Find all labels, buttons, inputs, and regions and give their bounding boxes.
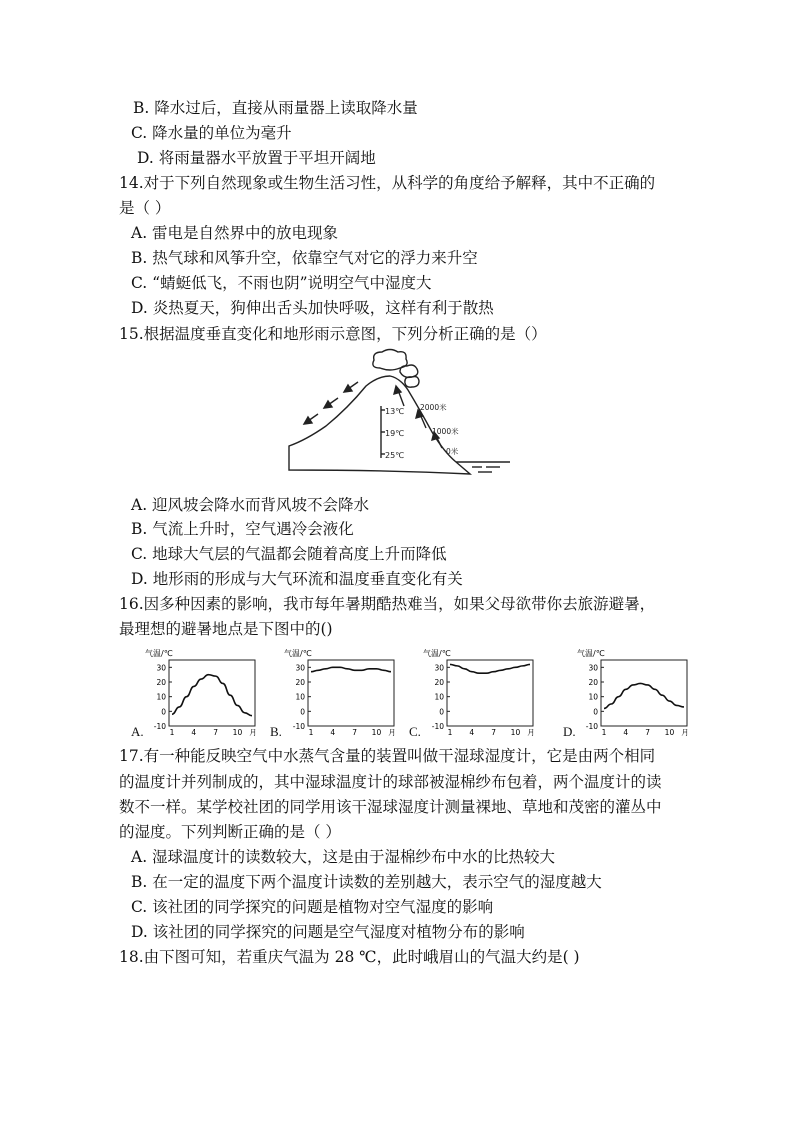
y-tick-label: -10 (153, 722, 166, 731)
chart-frame (169, 660, 255, 726)
temperature-chart (575, 646, 693, 740)
q14-option-b: B. 热气球和风筝升空，依靠空气对它的浮力来升空 (131, 249, 478, 267)
temperature-curve (450, 664, 530, 673)
x-axis-unit: 月 (388, 728, 396, 737)
q16-stem-line-2: 最理想的避暑地点是下图中的() (119, 620, 333, 638)
x-tick-label: 4 (191, 728, 197, 737)
x-tick-label: 10 (371, 728, 382, 737)
y-tick-label: 10 (588, 692, 598, 702)
y-tick-label: 30 (434, 663, 444, 673)
x-tick-label: 1 (308, 728, 314, 737)
y-tick-label: 0 (439, 707, 444, 717)
chart-option-label: A. (131, 724, 144, 739)
y-tick-label: 20 (156, 678, 166, 687)
temperature-curve (311, 667, 391, 671)
q13-option-b: B. 降水过后，直接从雨量器上读取降水量 (133, 99, 418, 117)
chart-option-label: C. (409, 724, 421, 739)
q17-stem-line-2: 的温度计并列制成的，其中湿球温度计的球部被湿棉纱布包着，两个温度计的读 (119, 773, 662, 791)
q13-option-c: C. 降水量的单位为毫升 (131, 124, 292, 142)
y-tick-label: 30 (588, 663, 598, 673)
x-tick-label: 1 (169, 728, 175, 737)
height-label-0: 0米 (446, 447, 459, 456)
y-tick-label: 0 (161, 707, 166, 717)
q13-option-d: D. 将雨量器水平放置于平坦开阔地 (137, 149, 376, 167)
x-tick-label: 1 (447, 728, 453, 737)
y-tick-label: 30 (156, 663, 166, 673)
y-tick-label: 0 (300, 707, 305, 717)
x-tick-label: 10 (664, 728, 675, 737)
x-tick-label: 4 (469, 728, 475, 737)
y-tick-label: 30 (295, 663, 305, 673)
y-tick-label: 10 (156, 692, 166, 702)
chart-option-label: D. (563, 724, 576, 739)
orographic-rain-diagram (286, 348, 511, 480)
temperature-curve (604, 683, 684, 708)
q17-stem-line-4: 的湿度。下列判断正确的是（ ） (119, 823, 341, 841)
q17-option-a: A. 湿球温度计的读数较大，这是由于湿棉纱布中水的比热较大 (131, 848, 556, 866)
chart-frame (447, 660, 533, 726)
x-tick-label: 4 (330, 728, 336, 737)
x-axis-unit: 月 (527, 728, 535, 737)
chart-frame (601, 660, 687, 726)
y-tick-label: 20 (295, 678, 305, 687)
q14-stem-line-2: 是（ ） (119, 199, 171, 217)
q17-option-c: C. 该社团的同学探究的问题是植物对空气湿度的影响 (131, 898, 494, 916)
temp-label-top: 13℃ (385, 407, 405, 416)
y-tick-label: 20 (434, 678, 444, 687)
y-tick-label: 10 (295, 692, 305, 702)
q14-option-d: D. 炎热夏天，狗伸出舌头加快呼吸，这样有利于散热 (131, 299, 494, 317)
q14-stem-line-1: 14.对于下列自然现象或生物生活习性，从科学的角度给予解释，其中不正确的 (119, 174, 656, 192)
temperature-chart (282, 646, 400, 740)
chart-title: 气温/℃ (423, 649, 451, 658)
x-tick-label: 4 (623, 728, 629, 737)
chart-title: 气温/℃ (284, 649, 312, 658)
q14-option-a: A. 雷电是自然界中的放电现象 (131, 224, 339, 242)
x-tick-label: 7 (645, 728, 651, 737)
y-tick-label: 20 (588, 678, 598, 687)
y-tick-label: -10 (431, 722, 444, 731)
chart-title: 气温/℃ (577, 649, 605, 658)
q15-option-a: A. 迎风坡会降水而背风坡不会降水 (131, 496, 370, 514)
q15-option-c: C. 地球大气层的气温都会随着高度上升而降低 (131, 545, 447, 563)
q15-option-d: D. 地形雨的形成与大气环流和温度垂直变化有关 (131, 570, 463, 588)
cloud-icon (405, 377, 419, 388)
q17-stem-line-1: 17.有一种能反映空气中水蒸气含量的装置叫做干湿球湿度计，它是由两个相同 (119, 747, 656, 765)
q16-stem-line-1: 16.因多种因素的影响，我市每年暑期酷热难当，如果父母欲带你去旅游避暑， (119, 595, 656, 613)
y-tick-label: -10 (585, 722, 598, 731)
temp-label-mid: 19℃ (385, 429, 405, 438)
x-tick-label: 7 (213, 728, 219, 737)
y-tick-label: 10 (434, 692, 444, 702)
temp-label-bottom: 25℃ (385, 451, 405, 460)
x-tick-label: 10 (510, 728, 521, 737)
height-label-1000: 1000米 (432, 427, 459, 436)
temperature-chart (421, 646, 539, 740)
x-tick-label: 7 (491, 728, 497, 737)
y-tick-label: 0 (593, 707, 598, 717)
q15-option-b: B. 气流上升时，空气遇冷会液化 (131, 520, 354, 538)
q17-option-d: D. 该社团的同学探究的问题是空气湿度对植物分布的影响 (131, 923, 525, 941)
q17-stem-line-3: 数不一样。某学校社团的同学用该干湿球湿度计测量裸地、草地和茂密的灌丛中 (119, 798, 662, 816)
x-tick-label: 7 (352, 728, 358, 737)
q17-option-b: B. 在一定的温度下两个温度计读数的差别越大，表示空气的湿度越大 (131, 873, 602, 891)
x-tick-label: 10 (232, 728, 243, 737)
q18-stem: 18.由下图可知，若重庆气温为 28 ℃，此时峨眉山的气温大约是( ) (119, 948, 580, 966)
y-tick-label: -10 (292, 722, 305, 731)
chart-title: 气温/℃ (145, 649, 173, 658)
q15-stem: 15.根据温度垂直变化和地形雨示意图，下列分析正确的是（） (119, 325, 547, 343)
height-label-2000: 2000米 (420, 403, 447, 412)
q14-option-c: C. “蜻蜓低飞，不雨也阴”说明空气中湿度大 (131, 274, 432, 292)
x-tick-label: 1 (601, 728, 607, 737)
temperature-chart (143, 646, 261, 740)
cloud-icon (400, 365, 418, 377)
x-axis-unit: 月 (681, 728, 689, 737)
x-axis-unit: 月 (249, 728, 257, 737)
temperature-curve (172, 675, 252, 716)
mountain-outline (289, 376, 470, 474)
chart-option-label: B. (270, 724, 282, 739)
